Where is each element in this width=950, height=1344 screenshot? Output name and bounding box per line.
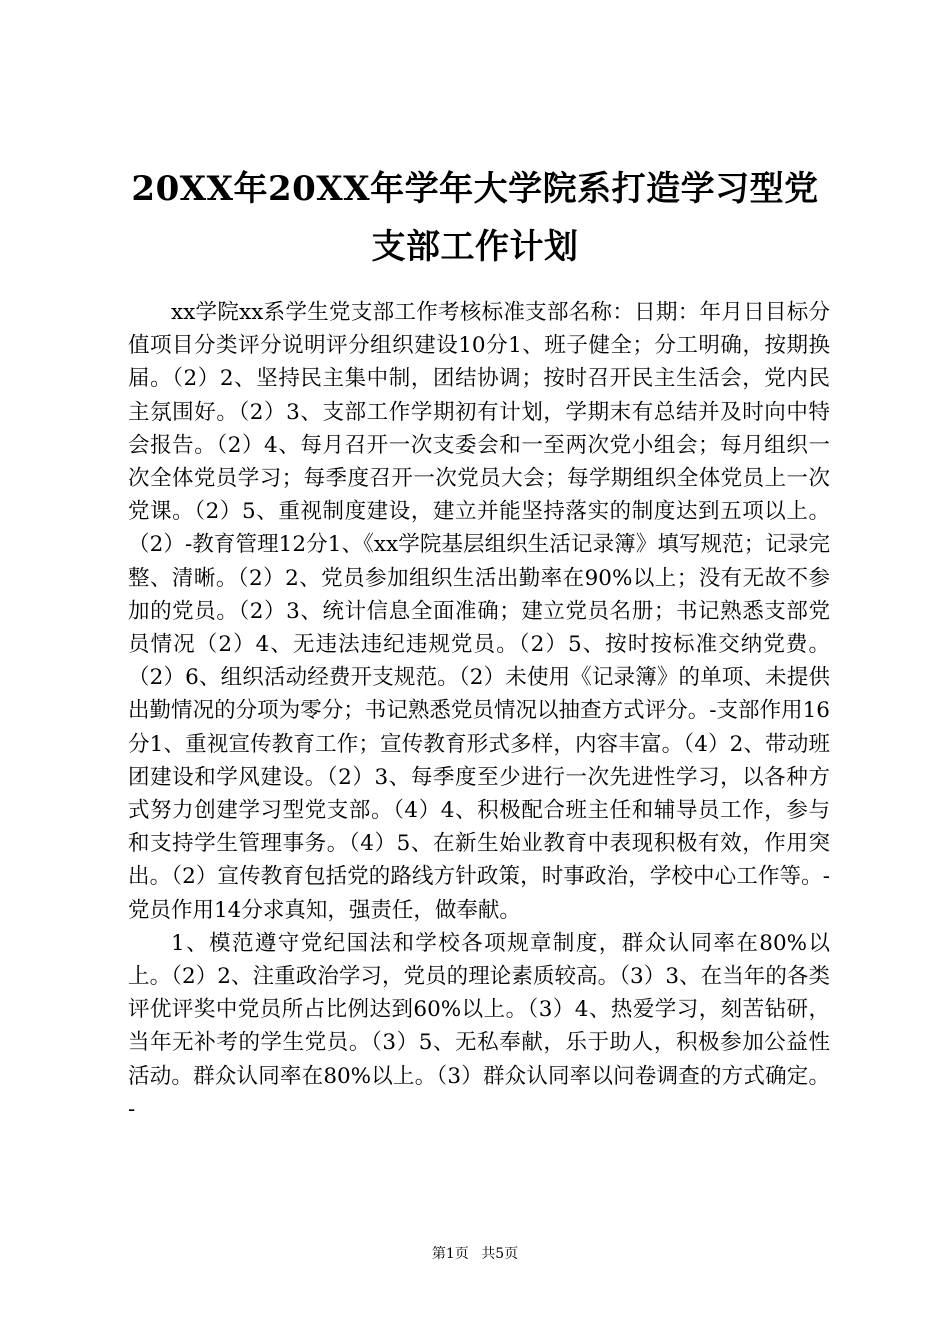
body-paragraph: 1、模范遵守党纪国法和学校各项规章制度，群众认同率在80%以上。（2）2、注重政治学习，党员的理论素质较高。（3）3、在当年的各类评优评奖中党员所占比例达到60%以上。（3）4、热爱学习，刻苦钻研，当年无补考的学生党员。（3）5、无私奉献，乐于助人，积极参加公益性活动。群众认同率在80%以上。（3）群众认同率以问卷调查的方式确定。-	[128, 930, 830, 1122]
body-paragraph: xx学院xx系学生党支部工作考核标准支部名称：日期：年月日目标分值项目分类评分说明评分组织建设10分1、班子健全；分工明确，按期换届。（2）2、坚持民主集中制，团结协调；按时召开民主生活会，党内民主氛围好。（2）3、支部工作学期初有计划，学期末有总结并及时向中特会报告。（2）4、每月召开一次支委会和一至两次党小组会；每月组织一次全体党员学习；每季度召开一次党员大会；每学期组织全体党员上一次党课。（2）5、重视制度建设，建立并能坚持落实的制度达到五项以上。（2）-教育管理12分1、《xx学院基层组织生活记录簿》填写规范；记录完整、清晰。（2）2、党员参加组织生活出勤率在90%以上；没有无故不参加的党员。（2）3、统计信息全面准确；建立党员名册；书记熟悉支部党员情况（2）4、无违法违纪违规党员。（2）5、按时按标准交纳党费。（2）6、组织活动经费开支规范。（2）未使用《记录簿》的单项、未提供出勤情况的分项为零分；书记熟悉党员情况以抽查方式评分。-支部作用16分1、重视宣传教育工作；宣传教育形式多样，内容丰富。（4）2、带动班团建设和学风建设。（2）3、每季度至少进行一次先进性学习，以各种方式努力创建学习型党支部。（4）4、积极配合班主任和辅导员工作，参与和支持学生管理事务。（4）5、在新生始业教育中表现积极有效，作用突出。（2）宣传教育包括党的路线方针政策，时事政治，学校中心工作等。-党员作用14分求真知，强责任，做奉献。	[128, 300, 830, 923]
page-footer	[0, 1244, 950, 1264]
document-body	[128, 296, 830, 1126]
page-total: 共5页	[481, 1246, 519, 1262]
page-number: 第1页	[431, 1246, 469, 1262]
document-title: 20XX年20XX年学年大学院系打造学习型党支部工作计划	[131, 169, 819, 267]
